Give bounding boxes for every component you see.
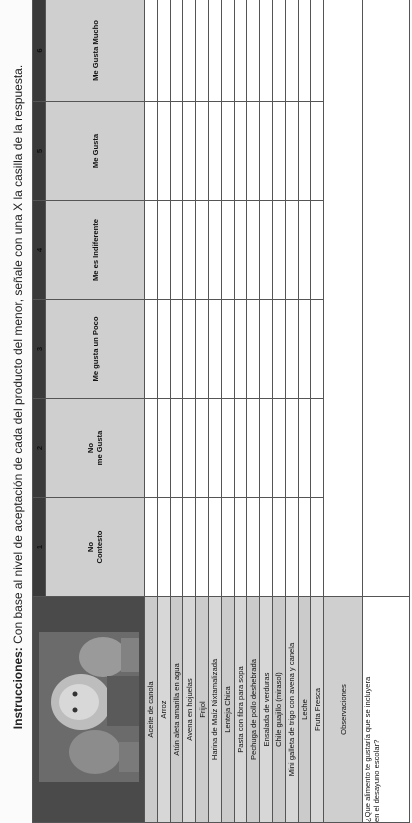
header-line: No bbox=[86, 541, 95, 553]
answer-cell[interactable] bbox=[272, 300, 285, 399]
observations-row bbox=[324, 0, 363, 823]
acceptance-table bbox=[32, 0, 410, 823]
answer-cell[interactable] bbox=[196, 498, 209, 597]
answer-cell[interactable] bbox=[221, 399, 234, 498]
table-row bbox=[272, 0, 285, 823]
answer-cell[interactable] bbox=[183, 498, 196, 597]
food-label: Atún aleta amarilla en agua bbox=[170, 597, 183, 823]
answer-cell[interactable] bbox=[208, 399, 221, 498]
answer-cell[interactable] bbox=[221, 201, 234, 300]
answer-cell[interactable] bbox=[247, 399, 260, 498]
answer-cell[interactable] bbox=[260, 399, 273, 498]
header-line: Me Gusta bbox=[90, 133, 100, 169]
question-answer-field[interactable] bbox=[363, 0, 410, 597]
answer-cell[interactable] bbox=[145, 0, 158, 102]
answer-cell[interactable] bbox=[145, 399, 158, 498]
answer-cell[interactable] bbox=[311, 0, 324, 102]
food-label: Lenteja Chica bbox=[221, 597, 234, 823]
answer-cell[interactable] bbox=[183, 0, 196, 102]
answer-cell[interactable] bbox=[285, 399, 298, 498]
photo-image bbox=[33, 597, 144, 822]
answer-cell[interactable] bbox=[157, 102, 170, 201]
column-number-5: 5 bbox=[33, 102, 46, 201]
header-line: me Gusta bbox=[95, 430, 104, 466]
column-header-me-gusta-un-poco bbox=[46, 300, 145, 399]
answer-cell[interactable] bbox=[208, 300, 221, 399]
column-header-me-es-indiferente bbox=[46, 201, 145, 300]
table-row bbox=[221, 0, 234, 823]
answer-cell[interactable] bbox=[285, 300, 298, 399]
table-row bbox=[208, 0, 221, 823]
answer-cell[interactable] bbox=[234, 300, 247, 399]
answer-cell[interactable] bbox=[208, 498, 221, 597]
answer-cell[interactable] bbox=[311, 201, 324, 300]
answer-cell[interactable] bbox=[145, 102, 158, 201]
food-label: Ensalada de verduras bbox=[260, 597, 273, 823]
column-header-me-gusta-mucho bbox=[46, 0, 145, 102]
header-line: Me Gusta Mucho bbox=[90, 20, 100, 81]
answer-cell[interactable] bbox=[234, 201, 247, 300]
answer-cell[interactable] bbox=[285, 0, 298, 102]
food-label: Frijol bbox=[196, 597, 209, 823]
answer-cell[interactable] bbox=[196, 300, 209, 399]
observations-field[interactable] bbox=[324, 0, 363, 597]
header-line: No bbox=[86, 442, 95, 454]
answer-cell[interactable] bbox=[170, 498, 183, 597]
answer-cell[interactable] bbox=[170, 399, 183, 498]
answer-cell[interactable] bbox=[157, 201, 170, 300]
answer-cell[interactable] bbox=[260, 498, 273, 597]
answer-cell[interactable] bbox=[208, 0, 221, 102]
answer-cell[interactable] bbox=[311, 300, 324, 399]
answer-cell[interactable] bbox=[247, 102, 260, 201]
table-row bbox=[234, 0, 247, 823]
answer-cell[interactable] bbox=[221, 498, 234, 597]
column-number-2: 2 bbox=[33, 399, 46, 498]
child-photo bbox=[33, 597, 145, 823]
food-label: Leche bbox=[298, 597, 311, 823]
answer-cell[interactable] bbox=[234, 102, 247, 201]
food-label: Mini galleta de trigo con avena y canela bbox=[285, 597, 298, 823]
answer-cell[interactable] bbox=[221, 300, 234, 399]
answer-cell[interactable] bbox=[157, 0, 170, 102]
answer-cell[interactable] bbox=[272, 102, 285, 201]
food-label: Fruta Fresca bbox=[311, 597, 324, 823]
header-line: Me es Indiferente bbox=[90, 218, 100, 282]
column-header-no-contesto bbox=[46, 498, 145, 597]
answer-cell[interactable] bbox=[285, 102, 298, 201]
question-line-1: ¿Que alimento te gustaría que se incluyera bbox=[363, 676, 373, 822]
answer-cell[interactable] bbox=[311, 498, 324, 597]
answer-cell[interactable] bbox=[234, 0, 247, 102]
column-number-6: 6 bbox=[33, 0, 46, 102]
answer-cell[interactable] bbox=[183, 102, 196, 201]
answer-cell[interactable] bbox=[196, 102, 209, 201]
answer-cell[interactable] bbox=[285, 498, 298, 597]
food-label: Harina de Maíz Nixtamalizada bbox=[208, 597, 221, 823]
answer-cell[interactable] bbox=[157, 498, 170, 597]
food-label: Arroz bbox=[157, 597, 170, 823]
instructions-label: Instrucciones: bbox=[11, 647, 25, 730]
table-row bbox=[157, 0, 170, 823]
answer-cell[interactable] bbox=[298, 300, 311, 399]
answer-cell[interactable] bbox=[298, 498, 311, 597]
instructions bbox=[11, 17, 29, 777]
table-row bbox=[247, 0, 260, 823]
table-row bbox=[285, 0, 298, 823]
answer-cell[interactable] bbox=[234, 399, 247, 498]
table-row bbox=[298, 0, 311, 823]
answer-cell[interactable] bbox=[170, 300, 183, 399]
answer-cell[interactable] bbox=[272, 399, 285, 498]
question-line-2: en el desayuno escolar? bbox=[372, 739, 382, 822]
column-header-me-gusta bbox=[46, 102, 145, 201]
header-line: Me gusta un Poco bbox=[90, 316, 100, 382]
observations-label: Observaciones bbox=[324, 597, 363, 823]
answer-cell[interactable] bbox=[298, 399, 311, 498]
table-row bbox=[196, 0, 209, 823]
answer-cell[interactable] bbox=[208, 102, 221, 201]
answer-cell[interactable] bbox=[247, 0, 260, 102]
answer-cell[interactable] bbox=[285, 201, 298, 300]
answer-cell[interactable] bbox=[170, 102, 183, 201]
food-label: Avena en hojuelas bbox=[183, 597, 196, 823]
answer-cell[interactable] bbox=[145, 300, 158, 399]
answer-cell[interactable] bbox=[208, 201, 221, 300]
table-row bbox=[145, 0, 158, 823]
answer-cell[interactable] bbox=[221, 0, 234, 102]
answer-cell[interactable] bbox=[298, 0, 311, 102]
answer-cell[interactable] bbox=[311, 102, 324, 201]
food-label: Pechuga de pollo deshebrada bbox=[247, 597, 260, 823]
answer-cell[interactable] bbox=[247, 498, 260, 597]
answer-cell[interactable] bbox=[145, 498, 158, 597]
table-row bbox=[311, 0, 324, 823]
answer-cell[interactable] bbox=[260, 300, 273, 399]
column-number-4: 4 bbox=[33, 201, 46, 300]
answer-cell[interactable] bbox=[183, 399, 196, 498]
answer-cell[interactable] bbox=[298, 201, 311, 300]
answer-cell[interactable] bbox=[157, 399, 170, 498]
answer-cell[interactable] bbox=[247, 201, 260, 300]
answer-cell[interactable] bbox=[170, 201, 183, 300]
column-number-3: 3 bbox=[33, 300, 46, 399]
answer-cell[interactable] bbox=[234, 498, 247, 597]
answer-cell[interactable] bbox=[247, 300, 260, 399]
answer-cell[interactable] bbox=[272, 0, 285, 102]
answer-cell[interactable] bbox=[272, 201, 285, 300]
answer-cell[interactable] bbox=[183, 300, 196, 399]
answer-cell[interactable] bbox=[260, 0, 273, 102]
column-number-1: 1 bbox=[33, 498, 46, 597]
question-label bbox=[363, 597, 410, 823]
food-label: Pasta con fibra para sopa bbox=[234, 597, 247, 823]
instructions-text: Con base al nivel de aceptación de cada del producto del menor, señale con una X la casilla de la respuesta. bbox=[11, 64, 25, 648]
answer-cell[interactable] bbox=[170, 0, 183, 102]
answer-cell[interactable] bbox=[260, 102, 273, 201]
column-header-no-me-gusta bbox=[46, 399, 145, 498]
answer-cell[interactable] bbox=[311, 399, 324, 498]
answer-cell[interactable] bbox=[298, 102, 311, 201]
header-line: Contesto bbox=[95, 530, 104, 564]
question-row bbox=[363, 0, 410, 823]
answer-cell[interactable] bbox=[196, 399, 209, 498]
food-label: Chile guajillo (mirasol) bbox=[272, 597, 285, 823]
food-label: Aceite de canola bbox=[145, 597, 158, 823]
answer-cell[interactable] bbox=[260, 201, 273, 300]
answer-cell[interactable] bbox=[157, 300, 170, 399]
answer-cell[interactable] bbox=[183, 201, 196, 300]
answer-cell[interactable] bbox=[145, 201, 158, 300]
answer-cell[interactable] bbox=[196, 0, 209, 102]
table-row bbox=[260, 0, 273, 823]
table-row bbox=[170, 0, 183, 823]
table-row bbox=[183, 0, 196, 823]
answer-cell[interactable] bbox=[196, 201, 209, 300]
answer-cell[interactable] bbox=[272, 498, 285, 597]
answer-cell[interactable] bbox=[221, 102, 234, 201]
